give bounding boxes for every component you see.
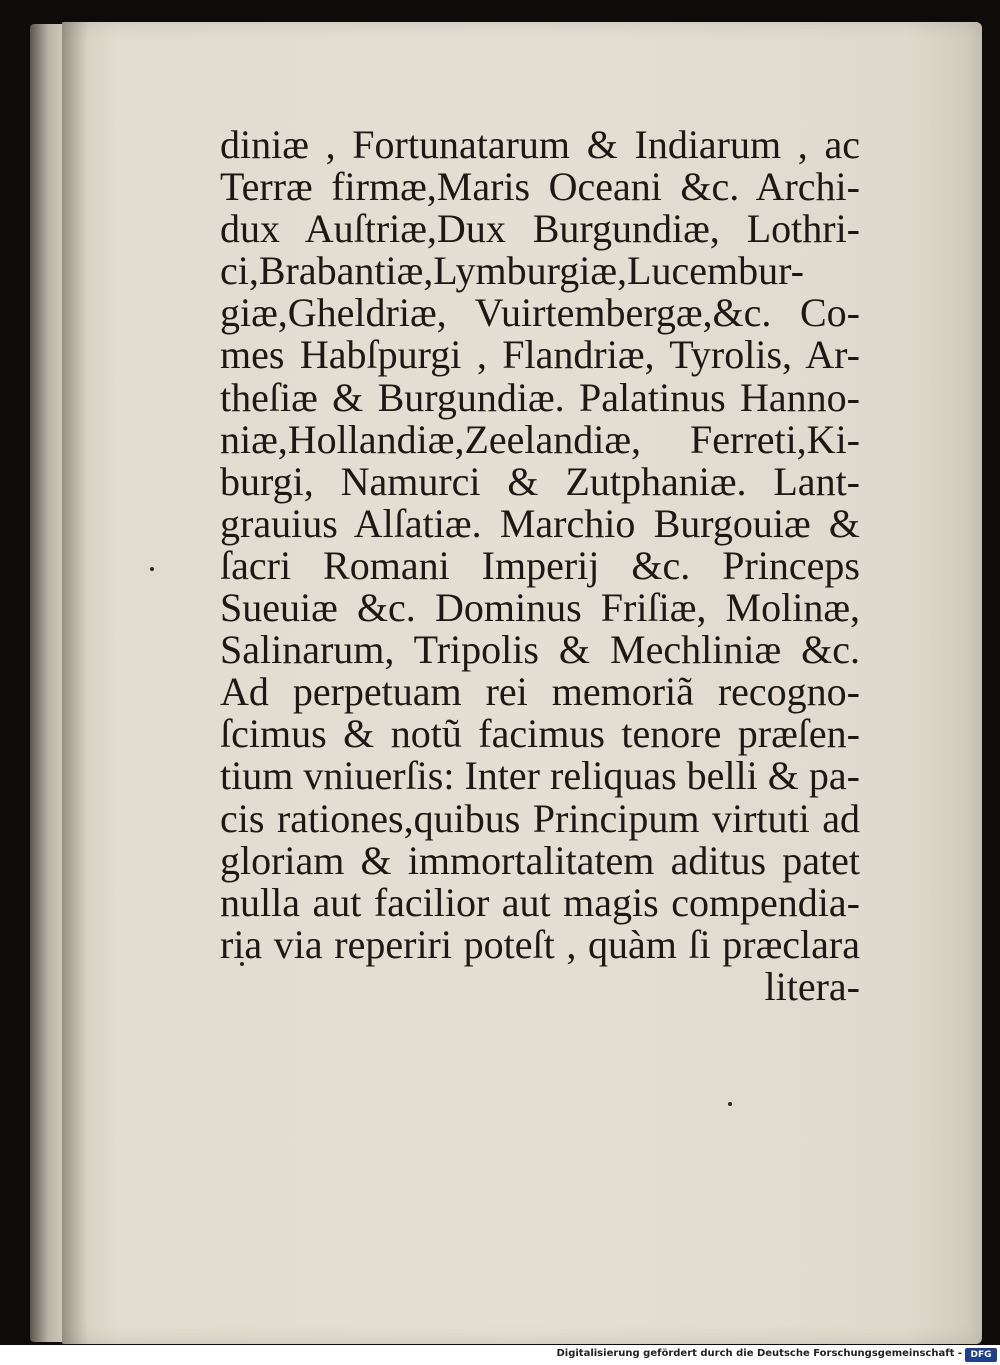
paper-speck <box>728 1102 732 1106</box>
text-line: ria via reperiri poteſt , quàm ſi præclara <box>220 921 860 967</box>
footer-bar <box>0 1345 1000 1365</box>
page-text <box>220 124 860 1008</box>
dfg-logo-icon[interactable]: DFG <box>965 1348 997 1362</box>
text-line: ſcimus & notũ facimus tenore præſen- <box>220 711 860 757</box>
text-line: ſacri Romani Imperij &c. Princeps <box>220 542 860 588</box>
text-line: cis rationes,quibus Principum virtuti ad <box>220 795 860 841</box>
text-line: grauius Alſatiæ. Marchio Burgouiæ & <box>220 500 860 546</box>
spine-shadow <box>62 22 88 1344</box>
text-line: burgi, Namurci & Zutphaniæ. Lant- <box>220 458 860 504</box>
text-line: tium vniuerſis: Inter reliquas belli & pa- <box>220 753 860 799</box>
text-line: mes Habſpurgi , Flandriæ, Tyrolis, Ar- <box>220 332 860 378</box>
text-line: giæ,Gheldriæ, Vuirtembergæ,&c. Co- <box>220 290 860 336</box>
text-line: diniæ , Fortunatarum & Indiarum , ac <box>220 122 860 167</box>
text-line: Ad perpetuam rei memoriã recogno- <box>220 669 860 715</box>
text-line: nulla aut facilior aut magis compendia- <box>220 879 860 925</box>
paper-speck <box>150 567 154 571</box>
text-line: niæ,Hollandiæ,Zeelandiæ, Ferreti,Ki- <box>220 416 860 462</box>
text-line: Terræ firmæ,Maris Oceani &c. Archi- <box>220 164 860 210</box>
text-line: dux Auſtriæ,Dux Burgundiæ, Lothri- <box>220 206 860 252</box>
text-line: ci,Brabantiæ,Lymburgiæ,Lucembur- <box>220 248 804 294</box>
text-line: Sueuiæ &c. Dominus Friſiæ, Molinæ, <box>220 585 860 631</box>
text-line: gloriam & immortalitatem aditus patet <box>220 837 860 883</box>
text-line: Salinarum, Tripolis & Mechliniæ &c. <box>220 627 860 673</box>
funding-credit: Digitalisierung gefördert durch die Deutsche Forschungsgemeinschaft - <box>556 1348 962 1359</box>
text-line: theſiæ & Burgundiæ. Palatinus Hanno- <box>220 374 860 420</box>
catchword: litera- <box>764 963 860 1009</box>
